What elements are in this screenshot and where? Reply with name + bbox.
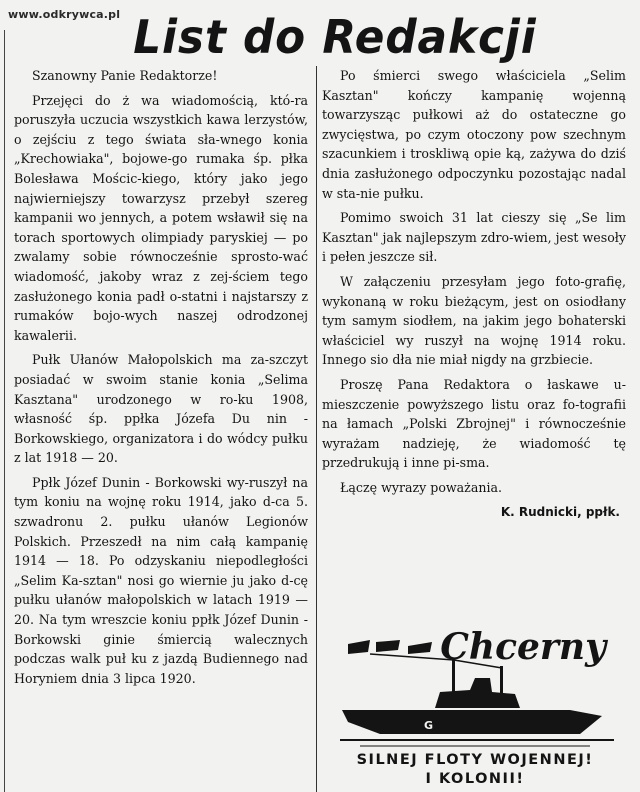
left-column [14,66,308,688]
salutation: Szanowny Panie Redaktorze! [32,68,218,83]
paragraph: W załączeniu przesyłam jego foto-grafię, wykonaną w roku bieżącym, jest on osiodłany tym samym siodłem, na jakim jego bohaterski właściciel wy ruszył na wojnę 1914 roku. Innego sio dła nie miał nigdy na grzbiecie. [322,273,626,368]
paragraph: Przejęci do ż wa wiadomością, któ-ra poruszyła uczucia wszystkich kawa lerzystów, o zejściu z tego świata sła-wnego konia „Krechowiaka", bojowe-go rumaka śp. płka Bolesława Mościc-kiego, który jako jego najwierniejszy towarzysz przebył szereg kampanii wo jennych, a potem wsławił się na torach sportowych olimpiady paryskiej — po zwalamy sobie równocześnie sprosto-wać wiadomość, jakoby wraz z zej-ściem tego zasłużonego konia padł o-statni i najstarszy z rumaków bojo-wych naszej odrodzonej kawalerii. [14,92,308,343]
paragraph: Ppłk Józef Dunin - Borkowski wy-ruszył na tym koniu na wojnę roku 1914, jako d-ca 5. szwadronu 2. pułku ułanów Legionów Polskich. Przeszedł na nim całą kampanię 1914 — 18. Po odzyskaniu niepodległości „Selim Ka-sztan" nosi go wiernie ju jako d-cę pułku ułanów małopolskich w latach 1919 — 20. Na tym wreszcie koniu ppłk Józef Dunin - Borkowski ginie śmiercią walecznych podczas walk puł ku z jazdą Budiennego nad Horyniem dnia 3 lipca 1920. [14,474,308,686]
ad-slogan: I KOLONII! [425,771,525,787]
right-column [322,66,626,523]
paragraph: Po śmierci swego właściciela „Selim Kasztan" kończy kampanię wojenną towarzysząc pułkowi aż do ostateczne go zwycięstwa, po czym otoczony pow szechnym szacunkiem i troskliwą opie ką, zażywa do dziś dnia zasłużonego odpoczynku pozostając nadal w sta-nie pułku. [322,68,626,201]
watermark: www.odkrywca.pl [8,8,121,21]
ship-name: Chcerny [440,626,606,668]
paragraph: Proszę Pana Redaktora o łaskawe u-mieszczenie powyższego listu oraz fo-tografii na łamach „Polski Zbrojnej" i równocześnie wyrażam nadzieję, że wiadomość tę przedrukują i inne pi-sma. [322,376,626,471]
left-margin-rule [4,30,5,792]
column-separator [316,66,317,792]
closing: Łączę wyrazy poważania. [340,479,502,495]
svg-text:G: G [424,719,434,732]
navy-advertisement [340,618,614,788]
paragraph: Pomimo swoich 31 lat cieszy się „Se lim Kasztan" jak najlepszym zdro-wiem, jest wesoły i pełen jeszcze sił. [322,210,626,265]
paragraph: Pułk Ułanów Małopolskich ma za-szczyt posiadać w swoim stanie konia „Selima Kasztana" urodzonego w ro-ku 1908, własność śp. ppłka Józefa Du nin - Borkowskiego, organizatora i do wódcy pułku z lat 1918 — 20. [14,352,308,466]
ad-slogan: SILNEJ FLOTY WOJENNEJ! [356,752,594,768]
signature: K. Rudnicki, ppłk. [500,505,620,520]
page-title: List do Redakcji [133,10,537,64]
